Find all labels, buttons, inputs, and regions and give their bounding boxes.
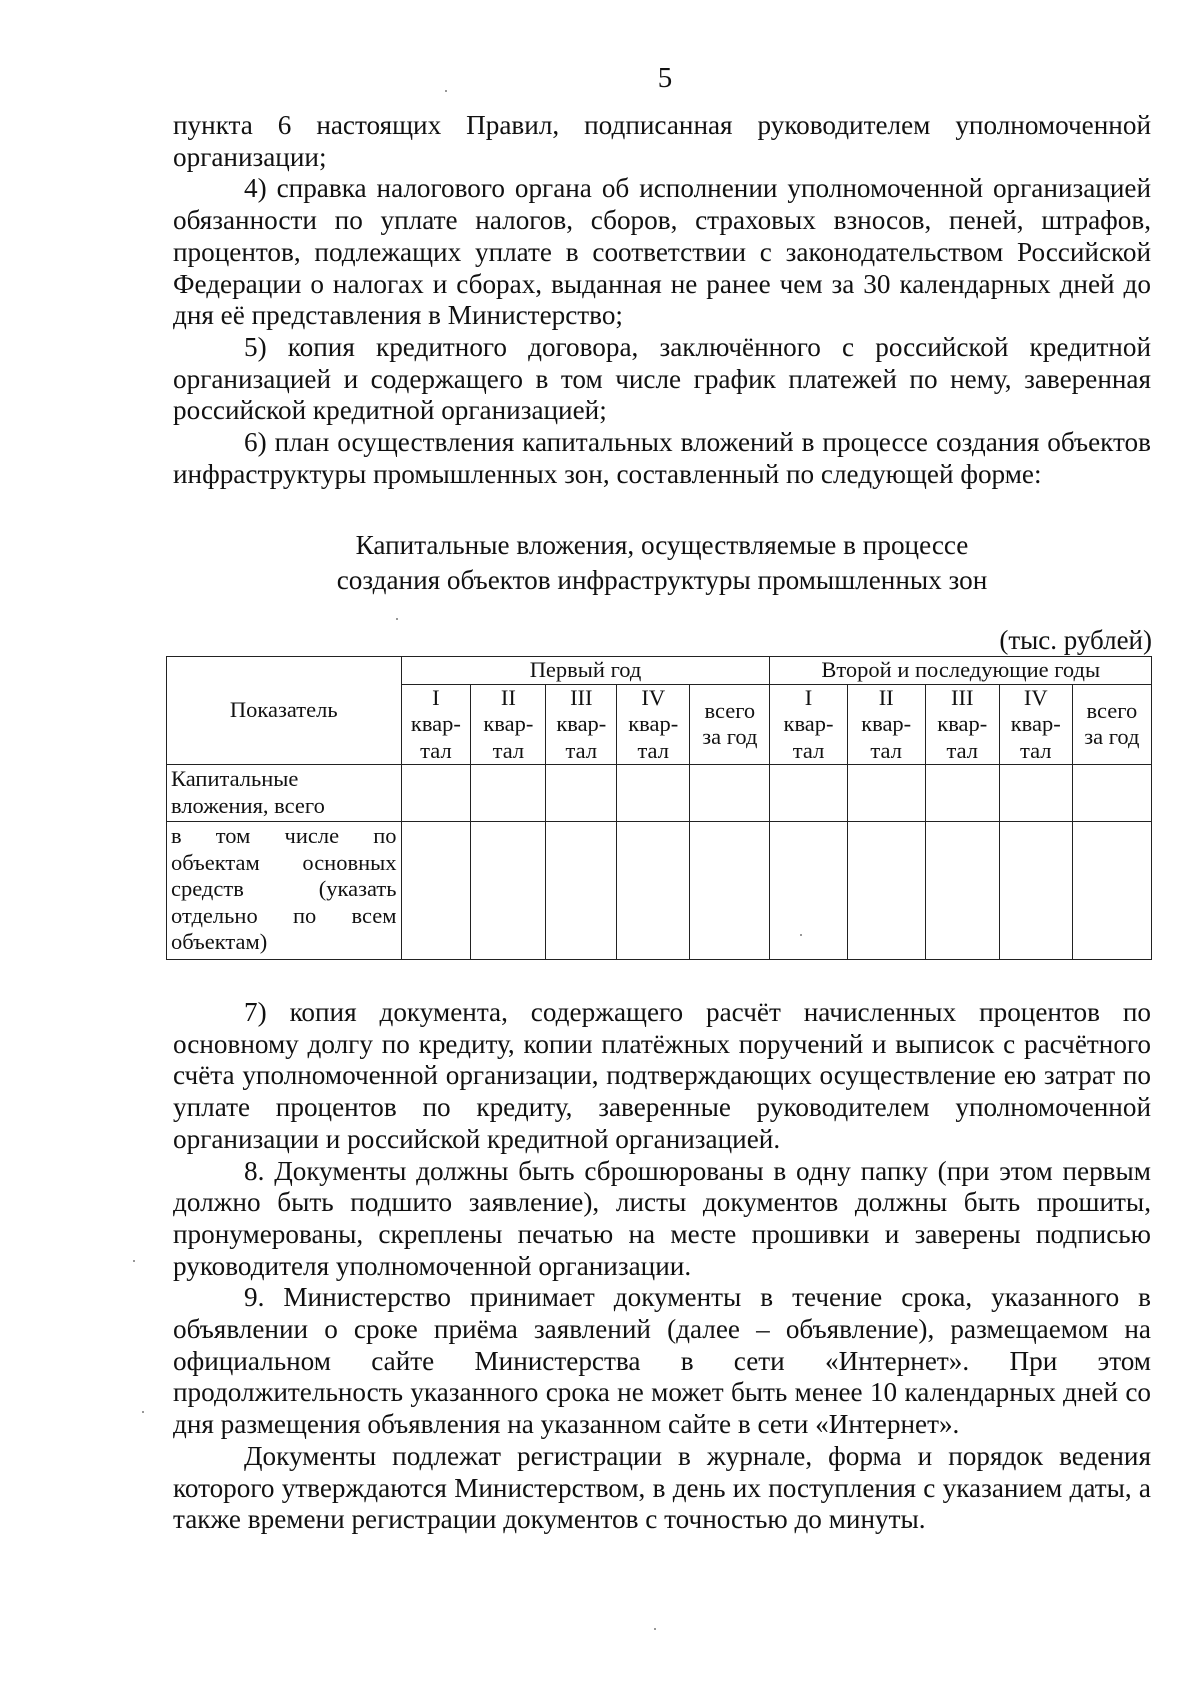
item-8: 8. Документы должны быть сброшюрованы в одну папку (при этом первым должно быть подшито заявление), листы документов должны быть прошиты, пронумерованы, скреплены печатью на месте прошивки и заверены подписью руководителя уполномоченной организации. [173,1155,1151,1281]
table-cell [471,765,546,822]
y1-quarter-1-header: I квар- тал [401,684,471,765]
table-cell [925,765,999,822]
text-before-table [173,110,1151,490]
y1-quarter-3-header: III квар- тал [546,684,617,765]
table-cell [1072,822,1151,960]
table-cell [690,822,770,960]
scan-speck [654,1628,656,1630]
y2-quarter-1-header: I квар- тал [770,684,847,765]
row-label-by-fixed-assets: в том числе по объектам основных средств (указать отдельно по всем объектам) [167,822,402,960]
scan-speck [800,934,802,936]
y2-quarter-4-header: IV квар- тал [999,684,1072,765]
item-9: 9. Министерство принимает документы в течение срока, указанного в объявлении о сроке приёма заявлений (далее – объявление), размещаемом на официальном сайте Министерства в сети «Интернет». При этом продолжительность указанного срока не может быть менее 10 календарных дней со дня размещения объявления на указанном сайте в сети «Интернет». [173,1282,1151,1440]
table-cell [999,822,1072,960]
group-subsequent-years: Второй и последующие годы [770,657,1152,685]
table-cell [770,765,847,822]
scan-speck [142,1411,144,1413]
item-7: 7) копия документа, содержащего расчёт начисленных процентов по основному долгу по кредиту, копии платёжных поручений и выписок с расчётного счёта уполномоченной организации, подтверждающих осуществление ею затрат по уплате процентов по кредиту, заверенные руководителем уполномоченной организации и российской кредитной организацией. [173,997,1151,1154]
table-cell [401,822,471,960]
table-caption [173,528,1151,598]
row-label-capital-investments: Капитальные вложения, всего [167,765,402,822]
table-cell [546,822,617,960]
group-first-year: Первый год [401,657,770,685]
y2-total-header: всего за год [1072,684,1151,765]
table-cell [1072,765,1151,822]
item-5: 5) копия кредитного договора, заключённого с российской кредитной организацией и содержащего в том числе график платежей по нему, заверенная российской кредитной организацией; [173,331,1151,426]
scan-speck [445,90,447,92]
y1-quarter-4-header: IV квар- тал [617,684,690,765]
text-after-table [173,997,1151,1536]
registration-paragraph: Документы подлежат регистрации в журнале, форма и порядок ведения которого утверждаются Министерством, в день их поступления с указанием даты, а также времени регистрации документов с точностью до минуты. [173,1440,1151,1535]
table-cell [770,822,847,960]
y1-total-header: всего за год [690,684,770,765]
table-cell [471,822,546,960]
table-cell [690,765,770,822]
table-row [167,765,1152,822]
scan-speck [133,1260,135,1262]
table-cell [617,822,690,960]
table-row [167,822,1152,960]
table-cell [617,765,690,822]
item-6: 6) план осуществления капитальных вложений в процессе создания объектов инфраструктуры промышленных зон, составленный по следующей форме: [173,427,1151,489]
page-number: 5 [657,62,673,94]
table-cell [925,822,999,960]
scan-speck [396,618,398,620]
table-units: (тыс. рублей) [999,625,1152,655]
table-cell [546,765,617,822]
item-4: 4) справка налогового органа об исполнении уполномоченной организацией обязанности по уплате налогов, сборов, страховых взносов, пеней, штрафов, процентов, подлежащих уплате в соответствии с законодательством Российской Федерации о налогах и сборах, выданная не ранее чем за 30 календарных дней до дня её представления в Министерство; [173,173,1151,331]
table-cell [401,765,471,822]
table-cell [847,822,925,960]
table-caption-line-2: создания объектов инфраструктуры промышленных зон [336,565,988,595]
table-header-row-1 [167,657,1152,685]
y1-quarter-2-header: II квар- тал [471,684,546,765]
y2-quarter-3-header: III квар- тал [925,684,999,765]
top-paragraph: пункта 6 настоящих Правил, подписанная руководителем уполномоченной организации; [173,110,1151,172]
table-caption-line-1: Капитальные вложения, осуществляемые в процессе [355,530,969,560]
indicator-header: Показатель [167,657,402,765]
table-cell [999,765,1072,822]
capital-investment-table [166,656,1152,960]
y2-quarter-2-header: II квар- тал [847,684,925,765]
table-cell [847,765,925,822]
